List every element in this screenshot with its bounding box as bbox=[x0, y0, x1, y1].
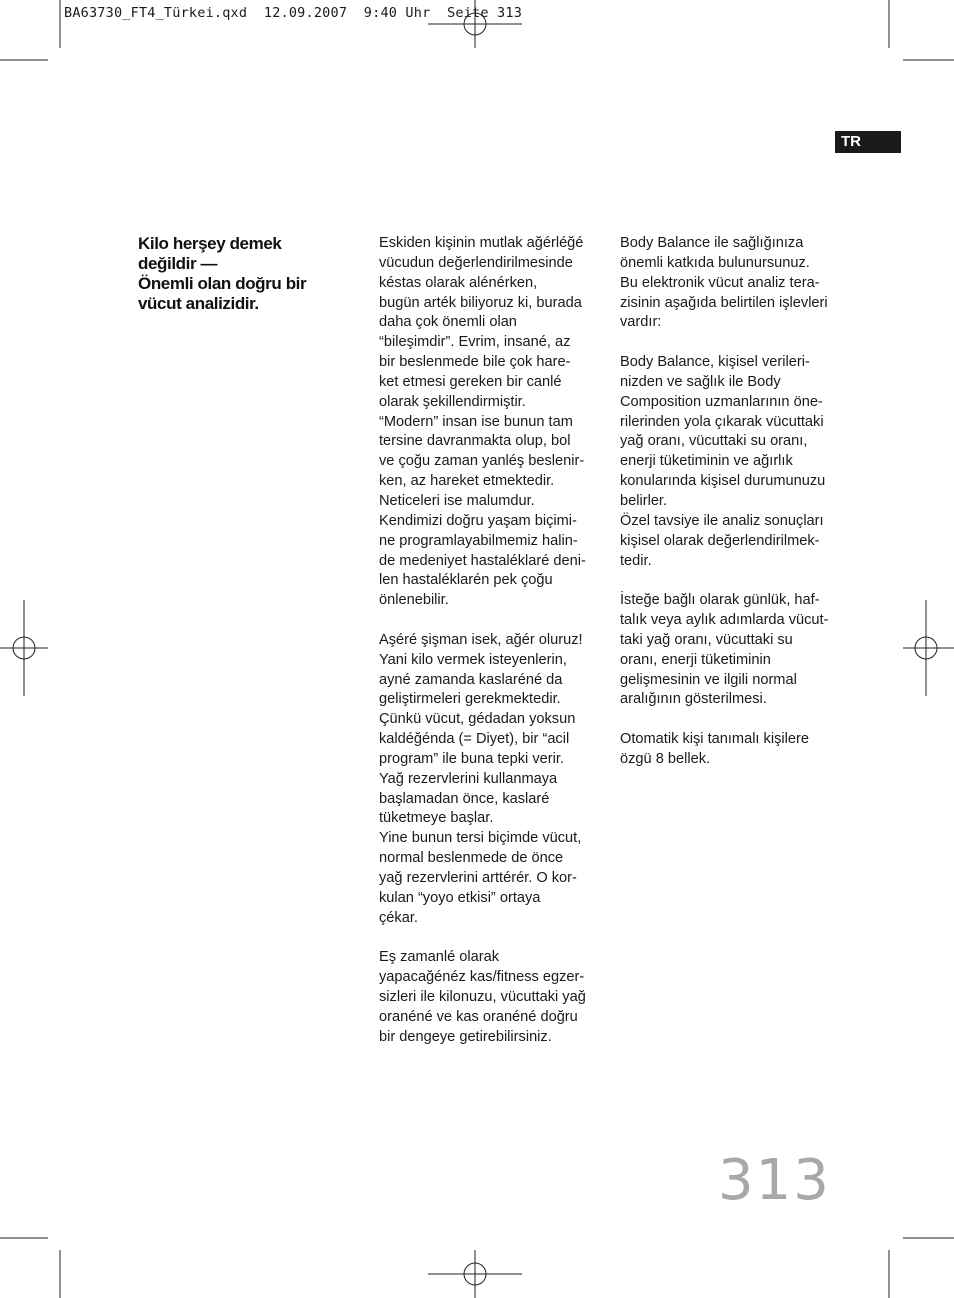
text-line: bir beslenmede bile çok hare- bbox=[379, 354, 571, 371]
text-line: ve çoğu zaman yanléş beslenir- bbox=[379, 453, 585, 470]
text-line: bir dengeye getirebilirsiniz. bbox=[379, 1028, 552, 1045]
language-tab: TR bbox=[835, 131, 901, 153]
text-line: yağ rezervlerini arttérér. O kor- bbox=[379, 870, 577, 886]
text-line: ken, az hareket etmektedir. bbox=[379, 473, 555, 490]
text-line: sizleri ile kilonuzu, vücuttaki yağ bbox=[379, 989, 586, 1006]
text-line: daha çok önemli olan bbox=[379, 314, 517, 331]
text-line: geliştirmeleri gerekmektedir. bbox=[379, 691, 561, 708]
text-line: İsteğe bağlı olarak günlük, haf- bbox=[620, 592, 820, 609]
text-line: rilerinden yola çıkarak vücuttaki bbox=[620, 413, 824, 430]
text-line: kaldéğénda (= Diyet), bir “acil bbox=[379, 731, 570, 748]
blank-line bbox=[620, 333, 845, 353]
text-line: kulan “yoyo etkisi” ortaya bbox=[379, 889, 541, 906]
section-heading bbox=[138, 234, 358, 314]
text-line: taki yağ oranı, vücuttaki su bbox=[620, 631, 793, 648]
text-line: enerji tüketiminin ve ağırlık bbox=[620, 453, 793, 470]
text-line: aralığının gösterilmesi. bbox=[620, 691, 767, 708]
print-slug: BA63730_FT4_Türkei.qxd 12.09.2007 9:40 Uhr Seite 313 bbox=[64, 5, 523, 21]
text-line: kişisel olarak değerlendirilmek- bbox=[620, 532, 820, 549]
text-line: yağ oranı, vücuttaki su oranı, bbox=[620, 433, 808, 450]
page-number: 313 bbox=[718, 1148, 831, 1213]
text-line: bugün arték biliyoruz ki, burada bbox=[379, 294, 582, 311]
text-line: nizden ve sağlık ile Body bbox=[620, 373, 781, 390]
text-line: oranı, enerji tüketiminin bbox=[620, 651, 771, 668]
text-line: vardır: bbox=[620, 314, 662, 331]
text-line: önemli katkıda bulunursunuz. bbox=[620, 254, 810, 271]
blank-line bbox=[620, 710, 845, 730]
text-line: Eş zamanlé olarak bbox=[379, 949, 500, 966]
blank-line bbox=[379, 611, 604, 631]
text-line: belirler. bbox=[620, 492, 668, 509]
heading-line: Önemli olan doğru bir bbox=[138, 274, 307, 293]
text-line: Özel tavsiye ile analiz sonuçları bbox=[620, 512, 824, 529]
text-line: Composition uzmanlarının öne- bbox=[620, 393, 823, 410]
text-line: zisinin aşağıda belirtilen işlevleri bbox=[620, 294, 828, 311]
text-line: Kendimizi doğru yaşam biçimi- bbox=[379, 512, 577, 529]
text-line: ket etmesi gereken bir canlé bbox=[379, 373, 562, 390]
blank-line bbox=[379, 929, 604, 949]
text-line: Yine bunun tersi biçimde vücut, bbox=[379, 830, 582, 847]
heading-line: Kilo herşey demek bbox=[138, 234, 282, 253]
text-line: Body Balance, kişisel verileri- bbox=[620, 354, 810, 371]
text-line: tüketmeye başlar. bbox=[379, 810, 494, 827]
text-line: konularında kişisel durumunuzu bbox=[620, 473, 826, 490]
text-line: olarak şekillendirmiştir. bbox=[379, 393, 526, 410]
text-line: tersine davranmakta olup, bol bbox=[379, 433, 571, 450]
text-line: önlenebilir. bbox=[379, 592, 449, 609]
middle-text-column bbox=[379, 234, 604, 1048]
right-text-column bbox=[620, 234, 845, 770]
text-line: késtas olarak alénérken, bbox=[379, 274, 538, 291]
text-line: ayné zamanda kaslaréné da bbox=[379, 671, 563, 688]
text-line: tedir. bbox=[620, 552, 652, 569]
text-line: Aşéré şişman isek, ağér oluruz! bbox=[379, 631, 583, 648]
text-line: de medeniyet hastaléklaré deni- bbox=[379, 552, 586, 569]
text-line: Eskiden kişinin mutlak ağérléğé bbox=[379, 235, 584, 251]
text-line: özgü 8 bellek. bbox=[620, 750, 711, 767]
text-line: vücudun değerlendirilmesinde bbox=[379, 254, 573, 271]
text-line: yapacağénéz kas/fitness egzer- bbox=[379, 969, 585, 986]
text-line: Yani kilo vermek isteyenlerin, bbox=[379, 651, 567, 668]
text-line: len hastaléklarén pek çoğu bbox=[379, 572, 553, 589]
text-line: Çünkü vücut, gédadan yoksun bbox=[379, 711, 576, 728]
text-line: başlamadan önce, kaslaré bbox=[379, 790, 550, 807]
text-line: normal beslenmede de önce bbox=[379, 850, 564, 867]
text-line: çékar. bbox=[379, 909, 418, 926]
text-line: program” ile buna tepki verir. bbox=[379, 750, 564, 767]
text-line: Yağ rezervlerini kullanmaya bbox=[379, 770, 558, 787]
text-line: talık veya aylık adımlarda vücut- bbox=[620, 612, 829, 629]
text-line: Otomatik kişi tanımalı kişilere bbox=[620, 731, 809, 748]
text-line: Neticeleri ise malumdur. bbox=[379, 492, 535, 509]
heading-line: vücut analizidir. bbox=[138, 294, 259, 313]
text-line: gelişmesinin ve ilgili normal bbox=[620, 671, 797, 688]
blank-line bbox=[620, 571, 845, 591]
text-line: Body Balance ile sağlığınıza bbox=[620, 235, 804, 251]
text-line: “bileşimdir”. Evrim, insané, az bbox=[379, 334, 571, 351]
text-line: “Modern” insan ise bunun tam bbox=[379, 413, 573, 430]
heading-line: değildir — bbox=[138, 254, 218, 273]
text-line: oranéné ve kas oranéné doğru bbox=[379, 1008, 578, 1025]
text-line: ne programlayabilmemiz halin- bbox=[379, 532, 578, 549]
text-line: Bu elektronik vücut analiz tera- bbox=[620, 274, 820, 291]
